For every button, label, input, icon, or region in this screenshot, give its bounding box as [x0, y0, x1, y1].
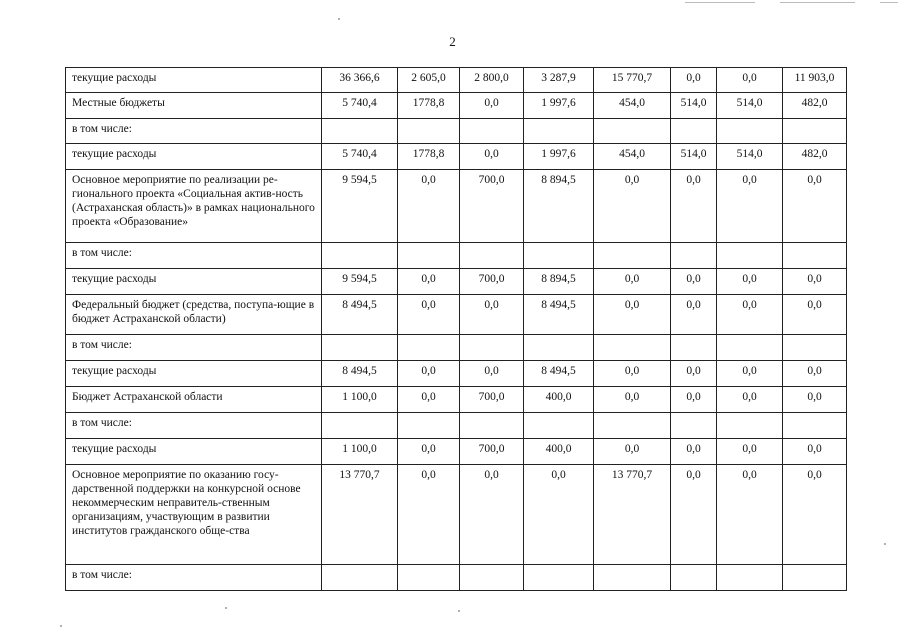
value-cell: 1 100,0: [322, 387, 398, 413]
value-cell: [460, 243, 524, 269]
value-cell: 8 494,5: [322, 295, 398, 335]
value-cell: [398, 335, 460, 361]
value-cell: 700,0: [460, 439, 524, 465]
value-cell: [717, 243, 783, 269]
value-cell: [671, 119, 717, 144]
value-cell: 514,0: [671, 93, 717, 119]
scan-speck: [458, 610, 460, 612]
value-cell: [524, 413, 594, 439]
value-cell: 8 494,5: [524, 361, 594, 387]
value-cell: 5 740,4: [322, 144, 398, 170]
value-cell: 700,0: [460, 170, 524, 243]
value-cell: 514,0: [717, 144, 783, 170]
value-cell: 3 287,9: [524, 68, 594, 93]
table-row: [66, 413, 847, 439]
value-cell: 2 605,0: [398, 68, 460, 93]
value-cell: [717, 413, 783, 439]
value-cell: [524, 243, 594, 269]
value-cell: [322, 243, 398, 269]
table-body: [66, 68, 847, 591]
value-cell: 8 494,5: [322, 361, 398, 387]
value-cell: 0,0: [717, 439, 783, 465]
row-label: в том числе:: [66, 119, 322, 144]
value-cell: 9 594,5: [322, 170, 398, 243]
value-cell: [322, 413, 398, 439]
table-row: [66, 387, 847, 413]
value-cell: 0,0: [717, 295, 783, 335]
table-row: [66, 144, 847, 170]
table-row: [66, 295, 847, 335]
value-cell: 0,0: [594, 361, 671, 387]
value-cell: 0,0: [398, 170, 460, 243]
value-cell: [783, 243, 847, 269]
value-cell: 0,0: [717, 465, 783, 565]
value-cell: 1778,8: [398, 93, 460, 119]
value-cell: [594, 243, 671, 269]
value-cell: 514,0: [671, 144, 717, 170]
value-cell: 0,0: [671, 269, 717, 295]
value-cell: 700,0: [460, 269, 524, 295]
value-cell: 0,0: [398, 387, 460, 413]
budget-table: [65, 67, 847, 591]
value-cell: 8 894,5: [524, 269, 594, 295]
value-cell: 0,0: [398, 269, 460, 295]
scan-edge-mark: [780, 2, 855, 3]
table-row: [66, 361, 847, 387]
value-cell: [322, 119, 398, 144]
value-cell: [594, 565, 671, 591]
row-label: текущие расходы: [66, 439, 322, 465]
value-cell: 0,0: [398, 439, 460, 465]
value-cell: 514,0: [717, 93, 783, 119]
row-label: Бюджет Астраханской области: [66, 387, 322, 413]
value-cell: 0,0: [717, 269, 783, 295]
value-cell: [594, 119, 671, 144]
value-cell: 0,0: [594, 439, 671, 465]
value-cell: 0,0: [671, 465, 717, 565]
row-label: текущие расходы: [66, 269, 322, 295]
value-cell: 0,0: [460, 361, 524, 387]
value-cell: 0,0: [460, 144, 524, 170]
value-cell: 36 366,6: [322, 68, 398, 93]
value-cell: 0,0: [783, 465, 847, 565]
table-row: [66, 68, 847, 93]
table-row: [66, 269, 847, 295]
table-row: [66, 565, 847, 591]
value-cell: 1 100,0: [322, 439, 398, 465]
value-cell: [524, 119, 594, 144]
value-cell: 13 770,7: [594, 465, 671, 565]
row-label: в том числе:: [66, 565, 322, 591]
value-cell: 0,0: [671, 439, 717, 465]
value-cell: 0,0: [717, 68, 783, 93]
value-cell: 1778,8: [398, 144, 460, 170]
value-cell: 8 494,5: [524, 295, 594, 335]
value-cell: [671, 335, 717, 361]
value-cell: 13 770,7: [322, 465, 398, 565]
table-row: [66, 93, 847, 119]
value-cell: 0,0: [783, 387, 847, 413]
row-label: в том числе:: [66, 243, 322, 269]
value-cell: 482,0: [783, 93, 847, 119]
value-cell: 11 903,0: [783, 68, 847, 93]
row-label: в том числе:: [66, 413, 322, 439]
row-label: в том числе:: [66, 335, 322, 361]
value-cell: 0,0: [783, 295, 847, 335]
value-cell: 0,0: [671, 387, 717, 413]
value-cell: 0,0: [671, 170, 717, 243]
value-cell: [717, 335, 783, 361]
value-cell: 1 997,6: [524, 144, 594, 170]
value-cell: [524, 335, 594, 361]
scan-speck: [884, 543, 886, 545]
value-cell: [783, 119, 847, 144]
value-cell: 0,0: [460, 465, 524, 565]
value-cell: 454,0: [594, 144, 671, 170]
value-cell: 0,0: [594, 269, 671, 295]
value-cell: [783, 413, 847, 439]
value-cell: 0,0: [783, 170, 847, 243]
table-row: [66, 119, 847, 144]
value-cell: 400,0: [524, 387, 594, 413]
value-cell: 5 740,4: [322, 93, 398, 119]
value-cell: [783, 335, 847, 361]
table-row: [66, 439, 847, 465]
value-cell: [460, 335, 524, 361]
value-cell: [322, 335, 398, 361]
value-cell: [460, 119, 524, 144]
value-cell: [594, 413, 671, 439]
value-cell: [524, 565, 594, 591]
table-row: [66, 465, 847, 565]
value-cell: [398, 119, 460, 144]
value-cell: 454,0: [594, 93, 671, 119]
value-cell: [717, 565, 783, 591]
value-cell: 8 894,5: [524, 170, 594, 243]
value-cell: 0,0: [783, 361, 847, 387]
row-label: текущие расходы: [66, 361, 322, 387]
value-cell: 0,0: [671, 361, 717, 387]
value-cell: 0,0: [671, 295, 717, 335]
value-cell: 0,0: [671, 68, 717, 93]
value-cell: 0,0: [524, 465, 594, 565]
value-cell: 0,0: [783, 439, 847, 465]
value-cell: 0,0: [460, 295, 524, 335]
value-cell: 700,0: [460, 387, 524, 413]
value-cell: 0,0: [594, 387, 671, 413]
value-cell: 0,0: [717, 387, 783, 413]
table-row: [66, 243, 847, 269]
row-label: Основное мероприятие по оказанию госу-дарственной поддержки на конкурсной основе некоммерческим неправитель-ственным организациям, участвующим в развитии институтов гражданского обще-ства: [66, 465, 322, 565]
value-cell: 1 997,6: [524, 93, 594, 119]
row-label: текущие расходы: [66, 144, 322, 170]
value-cell: [783, 565, 847, 591]
value-cell: 9 594,5: [322, 269, 398, 295]
value-cell: 0,0: [717, 361, 783, 387]
table-row: [66, 335, 847, 361]
value-cell: [398, 243, 460, 269]
value-cell: 0,0: [783, 269, 847, 295]
scan-edge-mark: [685, 2, 755, 3]
value-cell: 0,0: [398, 361, 460, 387]
value-cell: 482,0: [783, 144, 847, 170]
value-cell: 0,0: [398, 295, 460, 335]
value-cell: 0,0: [594, 295, 671, 335]
row-label: текущие расходы: [66, 68, 322, 93]
value-cell: [398, 413, 460, 439]
page-number: 2: [449, 34, 456, 49]
value-cell: 400,0: [524, 439, 594, 465]
value-cell: 15 770,7: [594, 68, 671, 93]
row-label: Федеральный бюджет (средства, поступа-ющие в бюджет Астраханской области): [66, 295, 322, 335]
value-cell: [460, 565, 524, 591]
scan-speck: [338, 18, 340, 20]
value-cell: [594, 335, 671, 361]
value-cell: [322, 565, 398, 591]
scan-speck: [60, 625, 62, 627]
row-label: Местные бюджеты: [66, 93, 322, 119]
value-cell: 2 800,0: [460, 68, 524, 93]
row-label: Основное мероприятие по реализации ре-гионального проекта «Социальная актив-ность (Астраханская область)» в рамках национального проекта «Образование»: [66, 170, 322, 243]
scan-speck: [225, 607, 227, 609]
value-cell: 0,0: [594, 170, 671, 243]
scan-edge-mark: [880, 2, 898, 3]
value-cell: [717, 119, 783, 144]
value-cell: [398, 565, 460, 591]
value-cell: [671, 565, 717, 591]
table-row: [66, 170, 847, 243]
value-cell: [460, 413, 524, 439]
value-cell: [671, 413, 717, 439]
value-cell: 0,0: [460, 93, 524, 119]
value-cell: [671, 243, 717, 269]
value-cell: 0,0: [717, 170, 783, 243]
value-cell: 0,0: [398, 465, 460, 565]
